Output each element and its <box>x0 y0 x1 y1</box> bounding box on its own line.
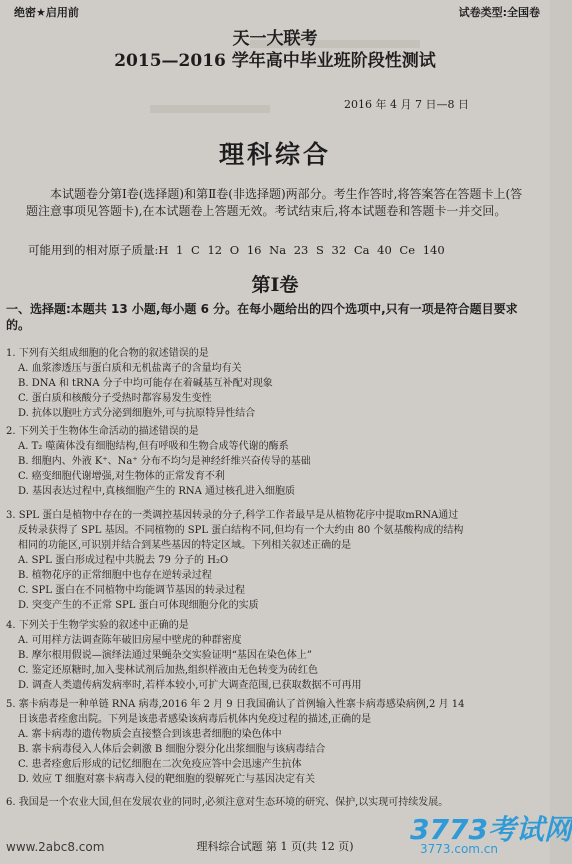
answer-option: A. 寨卡病毒的遗传物质会直接整合到该患者细胞的染色体中 <box>18 729 282 740</box>
question-1 <box>6 346 546 421</box>
instructions-paragraph: 本试题卷分第Ⅰ卷(选择题)和第Ⅱ卷(非选择题)两部分。考生作答时,将答案答在答题卡上(答题注意事项见答题卡),在本试题卷上答题无效。考试结束后,将本试题卷和答题卡一并交回。 <box>26 187 523 218</box>
question-stem: 2. 下列关于生物体生命活动的描述错误的是 <box>6 426 199 437</box>
secret-label: 绝密★启用前 <box>14 6 79 19</box>
answer-option: A. T₂ 噬菌体没有细胞结构,但有呼吸和生物合成等代谢的酶系 <box>18 441 289 452</box>
question-stem: 3. SPL 蛋白是植物中存在的一类调控基因转录的分子,科学工作者最早是从植物花序中提取mRNA通过 <box>6 510 459 521</box>
answer-option: D. 基因表达过程中,真核细胞产生的 RNA 通过核孔进入细胞质 <box>18 486 296 497</box>
answer-option: D. 抗体以胞吐方式分泌到细胞外,可与抗原特异性结合 <box>18 408 256 419</box>
answer-option: C. 鉴定还原糖时,加入斐林试剂后加热,组织样液由无色转变为砖红色 <box>18 665 319 676</box>
question-stem: 日该患者痊愈出院。下列是该患者感染该病毒后机体内免疫过程的描述,正确的是 <box>18 714 372 725</box>
question-4 <box>6 618 546 693</box>
question-stem: 4. 下列关于生物学实验的叙述中正确的是 <box>6 620 189 631</box>
answer-option: C. 癌变细胞代谢增强,对生物体的正常发育不利 <box>18 471 225 482</box>
answer-option: D. 突变产生的不正常 SPL 蛋白可体现细胞分化的实质 <box>18 600 259 611</box>
page-footer: 理科综合试题 第 1 页(共 12 页) <box>196 840 354 853</box>
question-5 <box>6 697 546 787</box>
question-stem: 相同的功能区,可识别并结合到某些基因的特定区域。下列相关叙述正确的是 <box>18 540 352 551</box>
bleed-through-text <box>150 105 270 113</box>
paper-type-label: 试卷类型:全国卷 <box>458 6 540 19</box>
answer-option: B. 寨卡病毒侵入人体后会刺激 B 细胞分裂分化出浆细胞与该病毒结合 <box>18 744 326 755</box>
answer-option: B. 细胞内、外液 K⁺、Na⁺ 分布不均匀是神经纤维兴奋传导的基础 <box>18 456 311 467</box>
question-2 <box>6 424 546 499</box>
question-stem: 1. 下列有关组成细胞的化合物的叙述错误的是 <box>6 348 209 359</box>
watermark-right: 3773.com.cn <box>420 842 498 856</box>
answer-option: D. 调查人类遗传病发病率时,若样本较小,可扩大调查范围,已获取数据不可再用 <box>18 680 362 691</box>
answer-option: B. 植物花序的正常细胞中也存在逆转录过程 <box>18 570 212 581</box>
answer-option: A. 血浆渗透压与蛋白质和无机盐离子的含量均有关 <box>18 363 242 374</box>
answer-option: C. SPL 蛋白在不同植物中均能调节基因的转录过程 <box>18 585 246 596</box>
exam-title: 2015—2016 学年高中毕业班阶段性测试 <box>114 51 436 71</box>
question-stem: 反转录获得了 SPL 基因。不同植物的 SPL 蛋白结构不同,但均有一个大约由 80 个氨基酸构成的结构 <box>18 525 464 536</box>
watermark-left: www.2abc8.com <box>6 840 105 854</box>
exam-date: 2016 年 4 月 7 日—8 日 <box>344 98 469 111</box>
exam-organizer-title: 天一大联考 <box>232 29 318 49</box>
answer-option: D. 效应 T 细胞对寨卡病毒入侵的靶细胞的裂解死亡与基因决定有关 <box>18 774 316 785</box>
answer-option: A. 可用样方法调查陈年破旧房屋中壁虎的种群密度 <box>18 635 242 646</box>
answer-option: C. 蛋白质和核酸分子受热时都容易发生变性 <box>18 393 212 404</box>
answer-option: B. 摩尔根用假说—演绎法通过果蝇杂交实验证明“基因在染色体上” <box>18 650 312 661</box>
answer-option: C. 患者痊愈后形成的记忆细胞在二次免疫应答中会迅速产生抗体 <box>18 759 302 770</box>
question-stem: 5. 寨卡病毒是一种单链 RNA 病毒,2016 年 2 月 9 日我国确认了首例输入性寨卡病毒感染病例,2 月 14 <box>6 699 465 710</box>
section-heading: 一、选择题:本题共 13 小题,每小题 6 分。在每小题给出的四个选项中,只有一项是符合题目要求的。 <box>6 302 518 332</box>
watermark-logo: 3773考试网 <box>410 813 572 846</box>
volume-heading: 第Ⅰ卷 <box>251 274 299 296</box>
answer-option: A. SPL 蛋白形成过程中共脱去 79 分子的 H₂O <box>18 555 229 566</box>
answer-option: B. DNA 和 tRNA 分子中均可能存在着碱基互补配对现象 <box>18 378 273 389</box>
question-3 <box>6 508 546 613</box>
subject-title: 理科综合 <box>218 140 331 169</box>
question-stem: 6. 我国是一个农业大国,但在发展农业的同时,必须注意对生态环境的研究、保护,以实现可持续发展。 <box>6 797 449 808</box>
atomic-mass-line: 可能用到的相对原子质量:H 1 C 12 O 16 Na 23 S 32 Ca 40 Ce 140 <box>28 243 445 257</box>
